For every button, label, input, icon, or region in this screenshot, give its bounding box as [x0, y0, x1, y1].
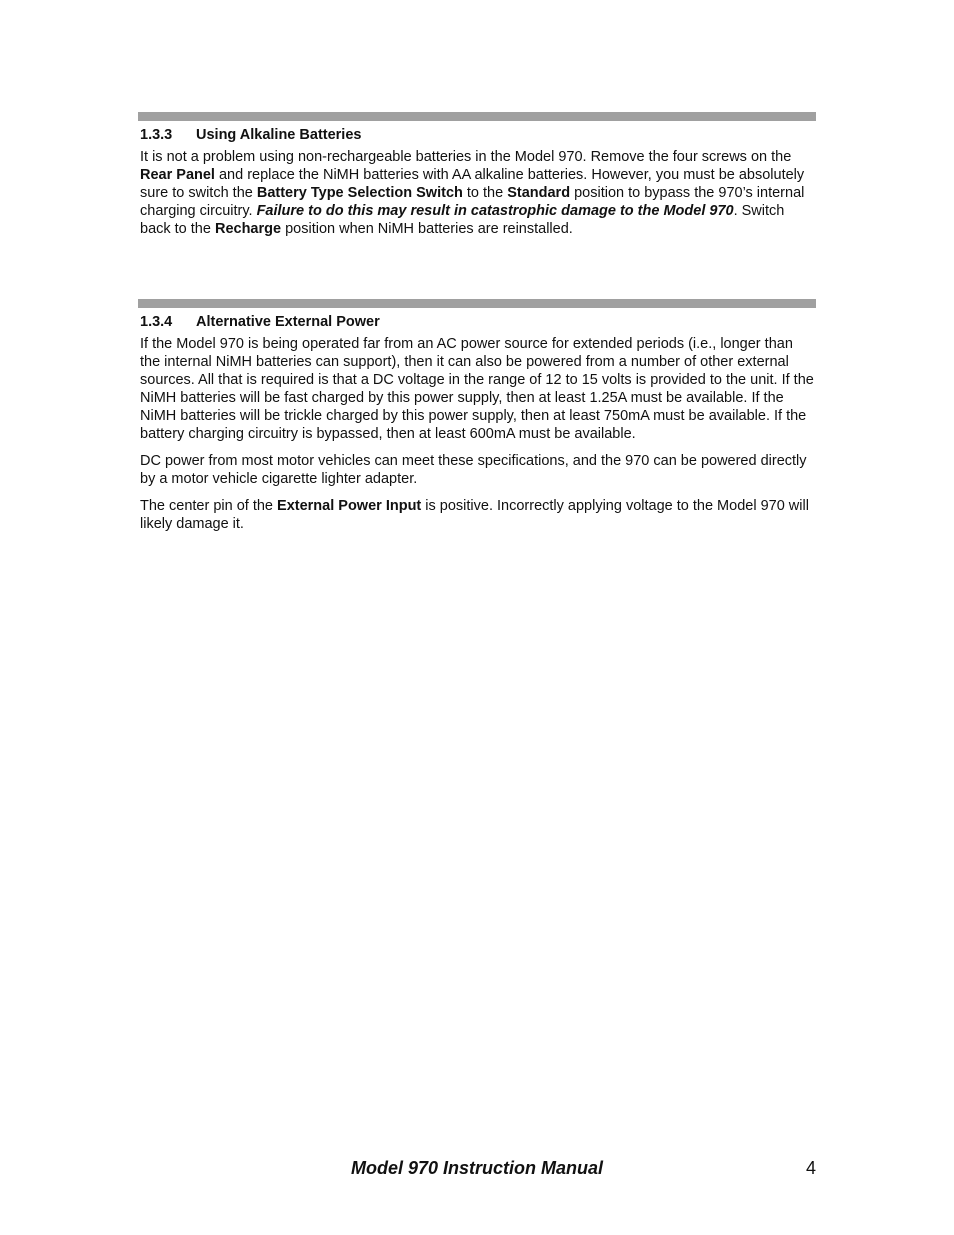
text-run: and replace the NiMH batteries with AA alkaline batteries. However, you must be absolutely sure to switch the — [140, 167, 805, 201]
text-run: position when NiMH batteries are reinstalled. — [281, 221, 573, 237]
section-title: Using Alkaline Batteries — [196, 127, 362, 143]
text-run: The center pin of the — [140, 498, 278, 514]
section-divider-bar — [138, 299, 816, 308]
page-number: 4 — [805, 1158, 816, 1178]
body-paragraph — [140, 452, 816, 488]
section-title: Alternative External Power — [196, 314, 380, 330]
bold-text-run: External Power Input — [277, 498, 422, 514]
bold-text-run: Recharge — [214, 221, 282, 237]
text-run: If the Model 970 is being operated far from an AC power source for extended periods (i.e., longer than the internal NiMH batteries can support), then it can also be powered from a number of other external sources. All that is required is that a DC voltage in the range of 12 to 15 volts is provided to the unit. If the NiMH batteries will be fast charged by this power supply, then at least 1.25A must be available. If the NiMH batteries will be trickle charged by this power supply, then at least 750mA must be available. If the battery charging circuitry is bypassed, then at least 600mA must be available. — [140, 336, 814, 442]
section-1-3-4 — [138, 299, 816, 533]
bold-text-run: Standard — [507, 185, 571, 201]
text-run: is positive. Incorrectly applying voltage to the Model 970 will likely damage it. — [140, 498, 809, 532]
section-heading — [140, 312, 816, 332]
text-run: position to bypass the 970’s internal charging circuitry. — [140, 185, 805, 219]
body-paragraph — [140, 335, 816, 443]
bold-text-run: Rear Panel — [140, 167, 215, 183]
section-heading — [140, 125, 816, 145]
section-divider-bar — [138, 112, 816, 121]
text-run: . Switch back to the — [140, 203, 785, 237]
body-paragraph — [140, 497, 816, 533]
body-paragraph — [140, 148, 816, 238]
text-run: It is not a problem using non-rechargeable batteries in the Model 970. Remove the four screws on the — [140, 149, 792, 165]
bold-text-run: Battery Type Selection Switch — [256, 185, 463, 201]
section-number: 1.3.3 — [140, 127, 173, 143]
text-run: to the — [462, 185, 508, 201]
section-number: 1.3.4 — [140, 314, 173, 330]
bold-italic-text-run: Failure to do this may result in catastrophic damage to the Model 970 — [256, 203, 734, 219]
footer-manual-title: Model 970 Instruction Manual — [350, 1158, 604, 1178]
text-run: DC power from most motor vehicles can meet these specifications, and the 970 can be powered directly by a motor vehicle cigarette lighter adapter. — [140, 453, 807, 487]
section-1-3-3 — [138, 112, 816, 238]
